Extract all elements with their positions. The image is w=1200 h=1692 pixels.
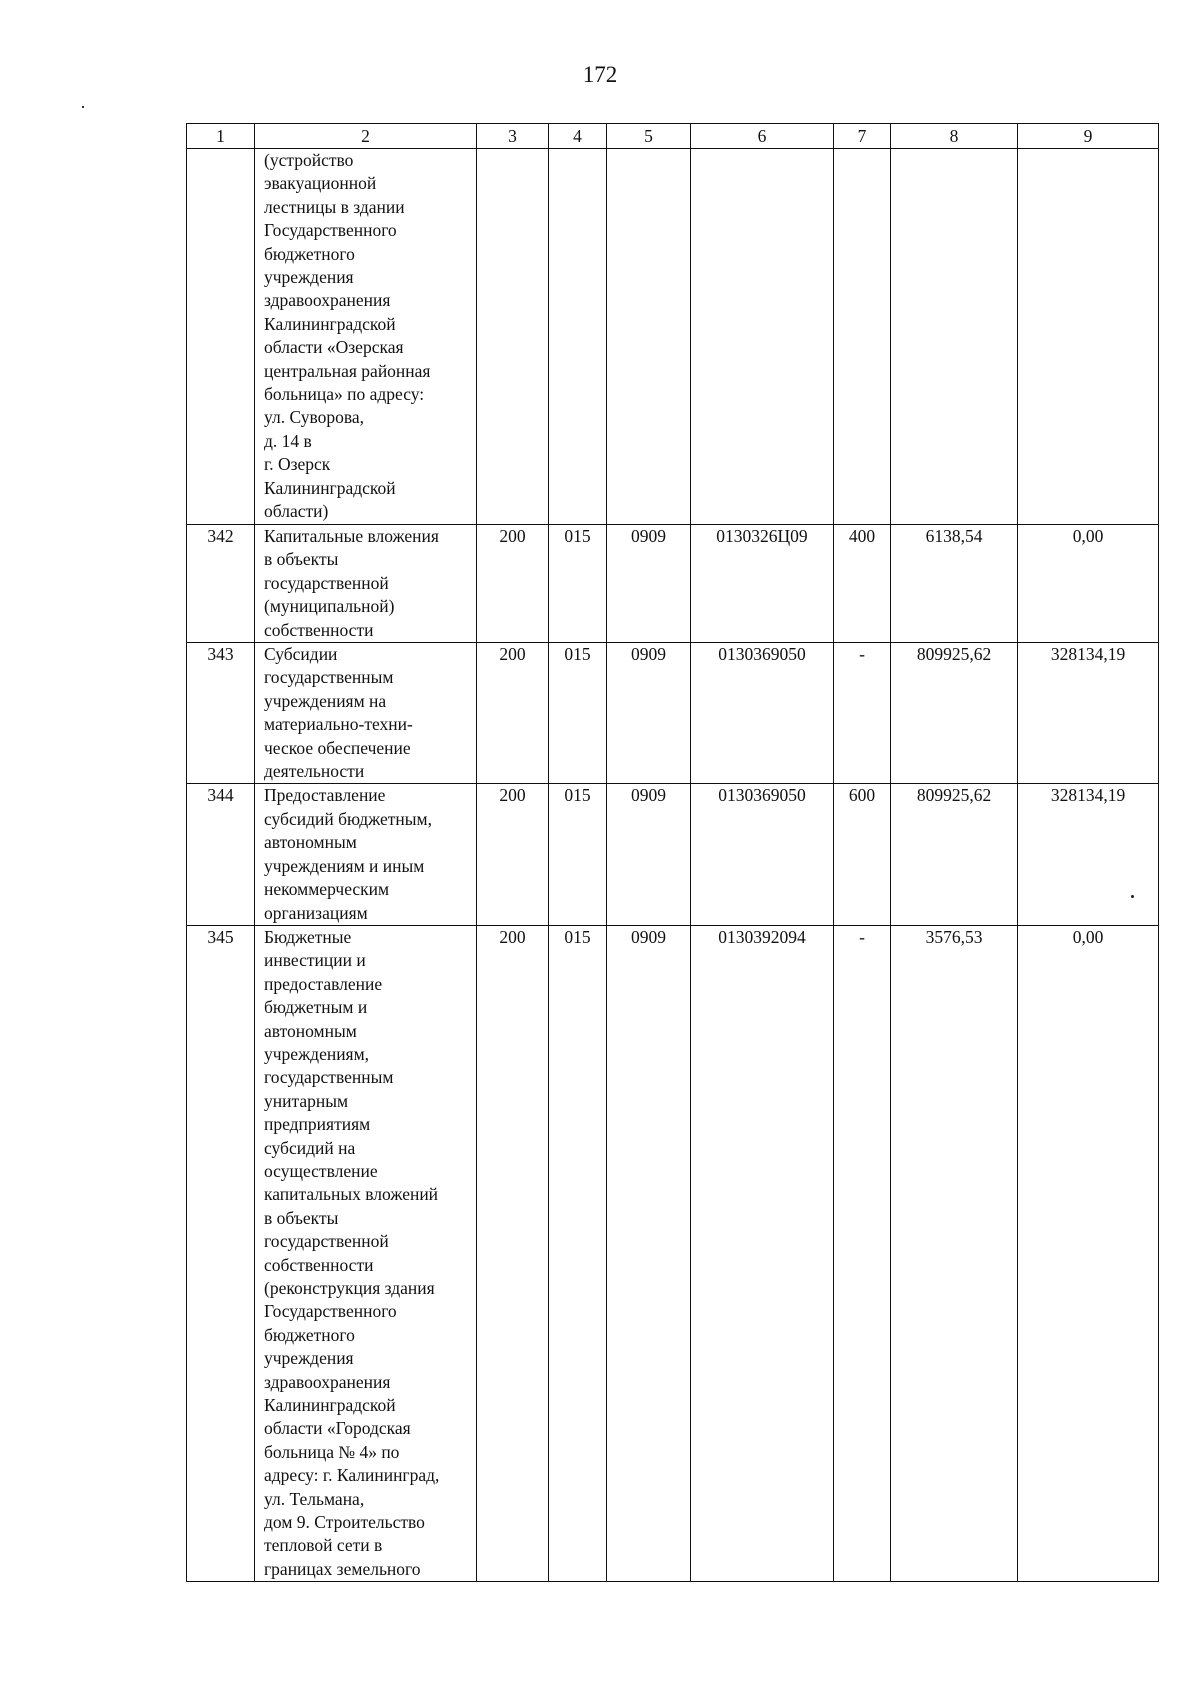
amount-cell: 3576,53 (891, 925, 1018, 1581)
expense-type-cell: 600 (834, 784, 891, 925)
amount-cell: 0,00 (1018, 925, 1159, 1581)
row-description-cell: Предоставление субсидий бюджетным, автономным учреждениям и иным некоммерческим организациям (255, 784, 477, 925)
expense-type-cell: - (834, 643, 891, 784)
amount-cell: 809925,62 (891, 784, 1018, 925)
page-number: 172 (582, 62, 618, 87)
row-description-cell: Бюджетные инвестиции и предоставление бюджетным и автономным учреждениям, государственным унитарным предприятиям субсидий на осуществление капитальных вложений в объекты государственной собственности (реконструкция здания Государственного бюджетного учреждения здравоохранения Калининградской области «Городская больница № 4» по адресу: г. Калининград, ул. Тельмана, дом 9. Строительство тепловой сети в границах земельного (255, 925, 477, 1581)
chapter-code-cell: 015 (549, 643, 607, 784)
target-article-cell: 0130369050 (691, 784, 834, 925)
admin-code-cell: 200 (477, 784, 549, 925)
target-article-cell: 0130369050 (691, 643, 834, 784)
admin-code-cell: 200 (477, 643, 549, 784)
expense-type-cell (834, 149, 891, 525)
amount-cell: 328134,19 (1018, 643, 1159, 784)
amount-cell (1018, 149, 1159, 525)
header-cell-7: 7 (834, 124, 891, 149)
section-code-cell: 0909 (607, 643, 691, 784)
chapter-code-cell: 015 (549, 784, 607, 925)
header-cell-5: 5 (607, 124, 691, 149)
header-cell-4: 4 (549, 124, 607, 149)
section-code-cell: 0909 (607, 784, 691, 925)
target-article-cell: 0130326Ц09 (691, 525, 834, 643)
amount-cell (891, 149, 1018, 525)
expense-type-cell: 400 (834, 525, 891, 643)
amount-cell: 809925,62 (891, 643, 1018, 784)
chapter-code-cell (549, 149, 607, 525)
row-description-cell: Капитальные вложения в объекты государственной (муниципальной) собственности (255, 525, 477, 643)
row-number-cell (187, 149, 255, 525)
scan-speck (82, 106, 84, 108)
budget-table (186, 123, 1159, 1582)
amount-cell: 6138,54 (891, 525, 1018, 643)
row-description-cell: (устройство эвакуационной лестницы в здании Государственного бюджетного учреждения здравоохранения Калининградской области «Озерская центральная районная больница» по адресу: ул. Суворова, д. 14 в г. Озерск Калининградской области) (255, 149, 477, 525)
header-cell-1: 1 (187, 124, 255, 149)
admin-code-cell: 200 (477, 925, 549, 1581)
section-code-cell: 0909 (607, 525, 691, 643)
table-row (187, 525, 1159, 643)
section-code-cell (607, 149, 691, 525)
chapter-code-cell: 015 (549, 925, 607, 1581)
row-number-cell: 345 (187, 925, 255, 1581)
section-code-cell: 0909 (607, 925, 691, 1581)
header-cell-2: 2 (255, 124, 477, 149)
header-row (187, 124, 1159, 149)
row-number-cell: 342 (187, 525, 255, 643)
table-row (187, 925, 1159, 1581)
header-cell-8: 8 (891, 124, 1018, 149)
amount-cell: 0,00 (1018, 525, 1159, 643)
target-article-cell: 0130392094 (691, 925, 834, 1581)
admin-code-cell: 200 (477, 525, 549, 643)
row-description-cell: Субсидии государственным учреждениям на материально-техни- ческое обеспечение деятельности (255, 643, 477, 784)
table-row (187, 643, 1159, 784)
header-cell-9: 9 (1018, 124, 1159, 149)
target-article-cell (691, 149, 834, 525)
row-number-cell: 343 (187, 643, 255, 784)
header-cell-6: 6 (691, 124, 834, 149)
table-row (187, 784, 1159, 925)
table-row (187, 149, 1159, 525)
row-number-cell: 344 (187, 784, 255, 925)
header-cell-3: 3 (477, 124, 549, 149)
admin-code-cell (477, 149, 549, 525)
amount-cell: 328134,19 (1018, 784, 1159, 925)
chapter-code-cell: 015 (549, 525, 607, 643)
expense-type-cell: - (834, 925, 891, 1581)
